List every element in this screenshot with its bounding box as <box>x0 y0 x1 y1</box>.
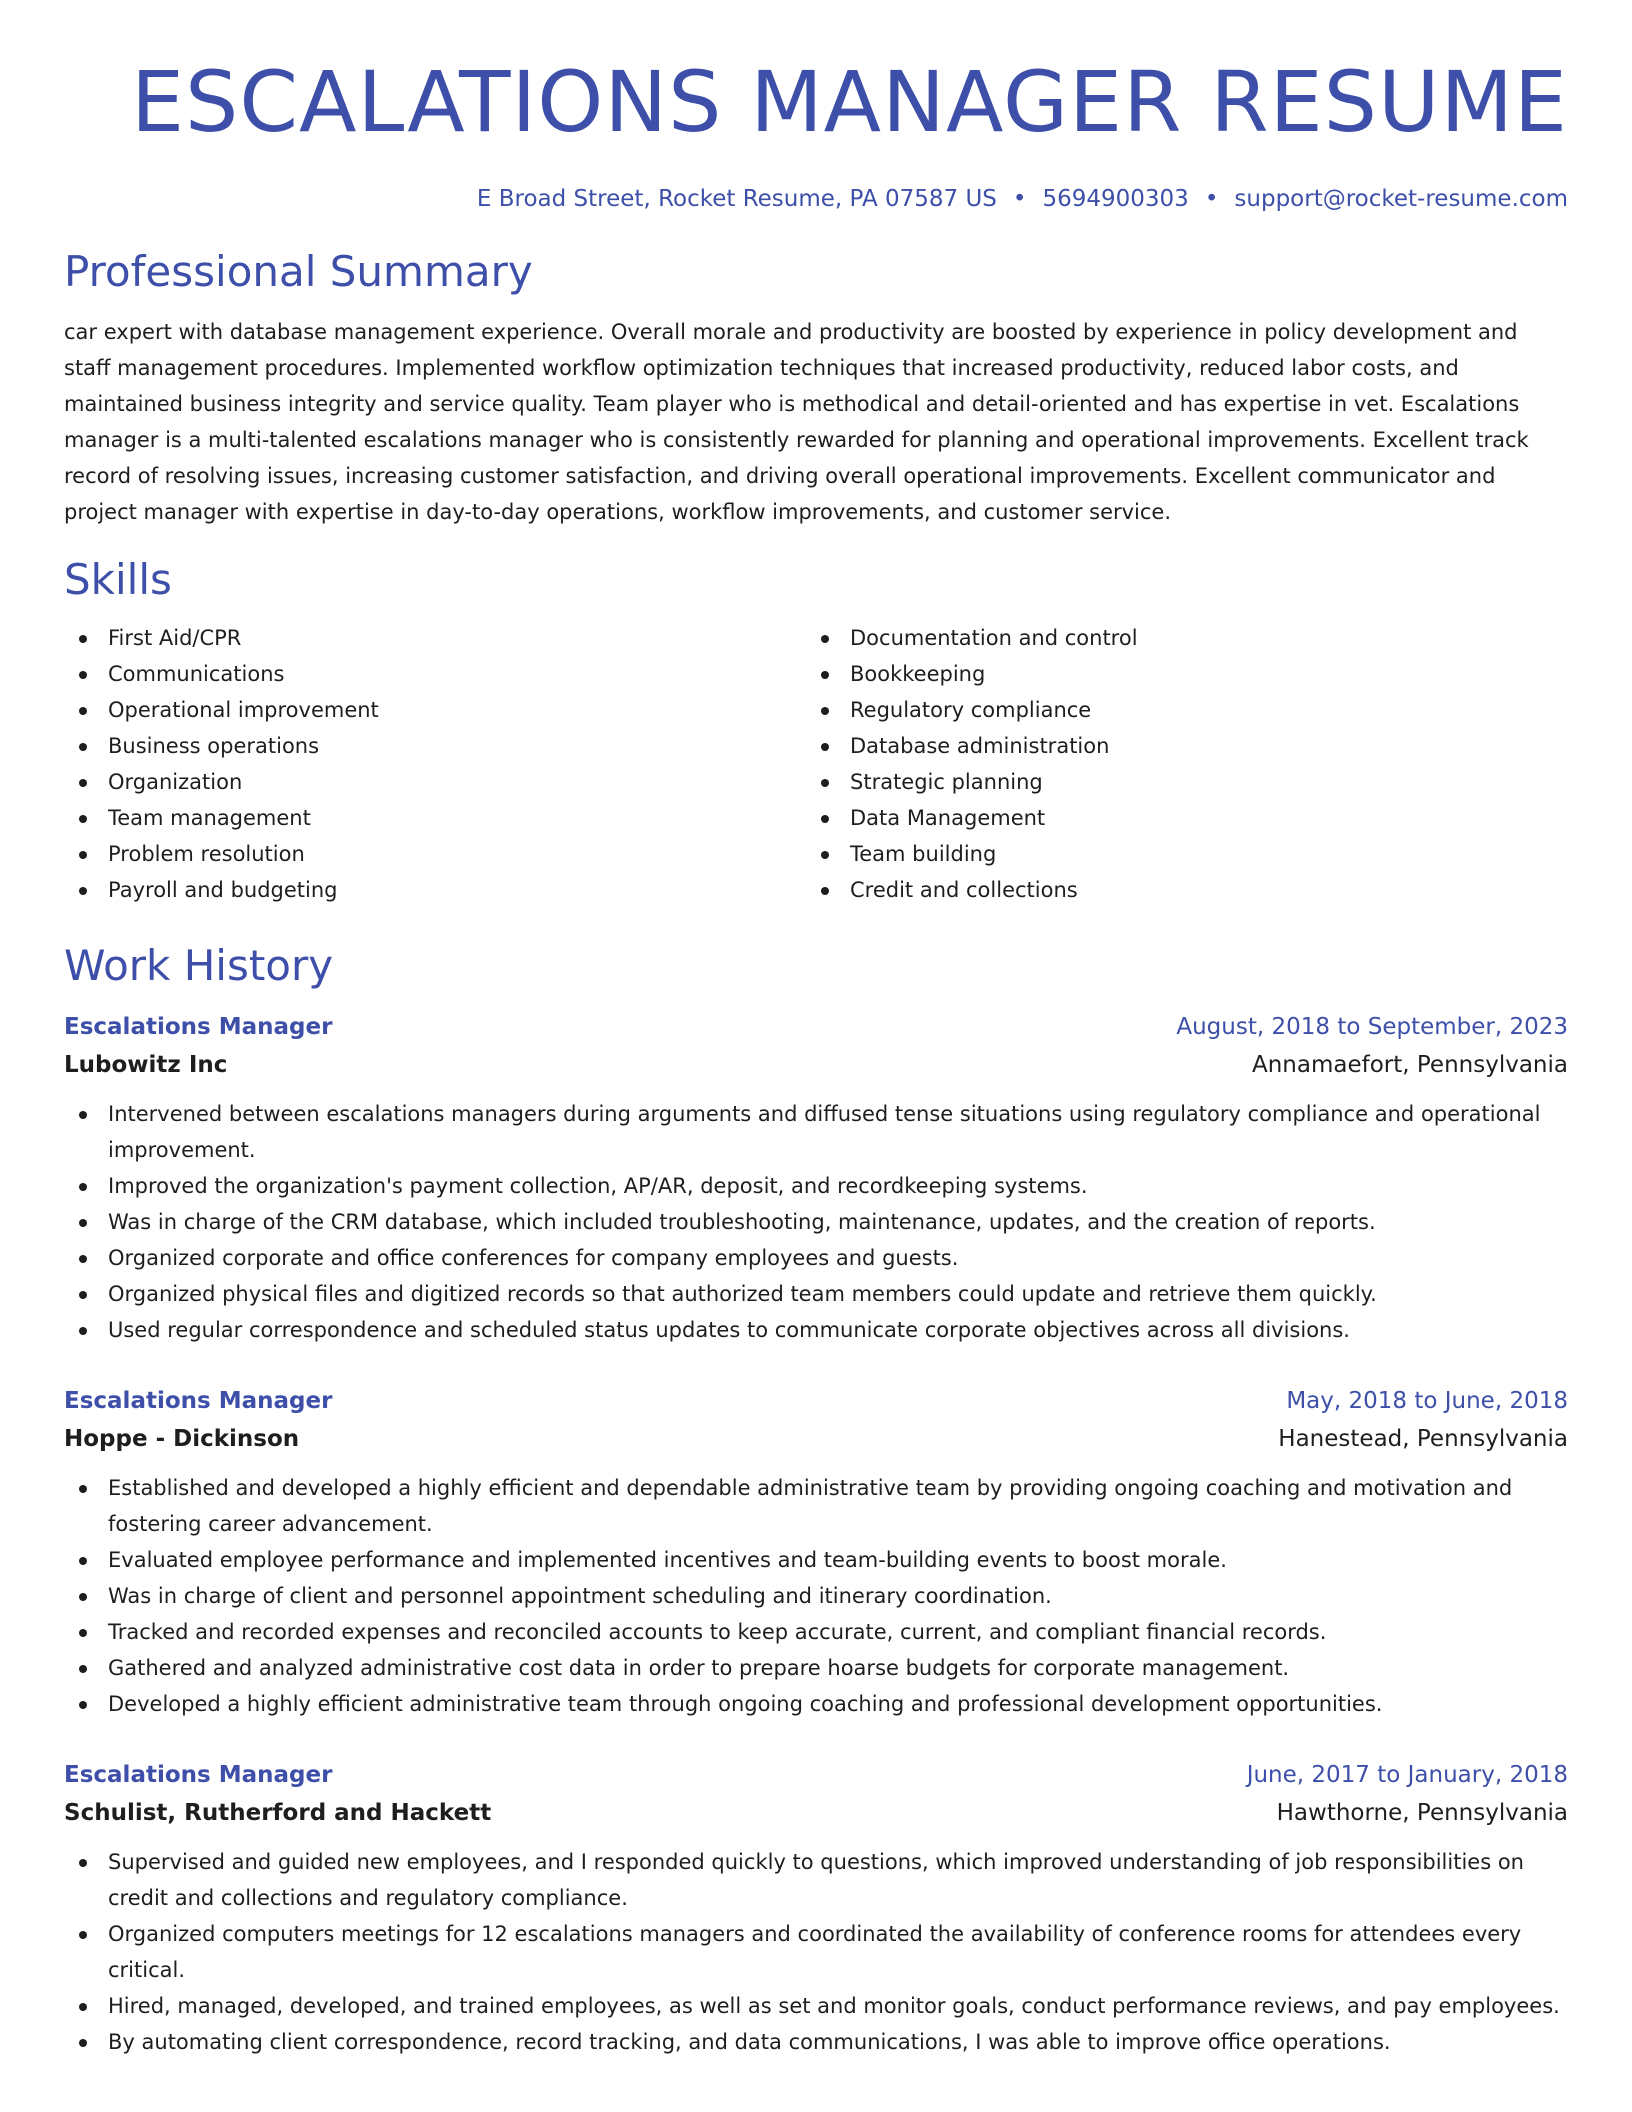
job-location: Hawthorne, Pennsylvania <box>1276 1800 1568 1826</box>
skill-item: Payroll and budgeting <box>64 872 806 908</box>
skill-item: Operational improvement <box>64 692 806 728</box>
job-dates: May, 2018 to June, 2018 <box>1286 1388 1568 1414</box>
job-bullet: Established and developed a highly efficient and dependable administrative team by providing ongoing coaching and motivation and fostering career advancement. <box>64 1470 1568 1542</box>
job-bullet: Evaluated employee performance and implemented incentives and team-building events to boost morale. <box>64 1542 1568 1578</box>
job-entry <box>64 1008 1568 1348</box>
contact-address: E Broad Street, Rocket Resume, PA 07587 US <box>476 186 997 212</box>
skill-item: First Aid/CPR <box>64 620 806 656</box>
skill-item: Documentation and control <box>806 620 1548 656</box>
summary-heading: Professional Summary <box>64 247 533 296</box>
job-company-row <box>64 1420 1568 1458</box>
job-entry <box>64 1382 1568 1722</box>
job-location: Hanestead, Pennsylvania <box>1278 1426 1568 1452</box>
contact-line <box>64 184 1568 214</box>
job-bullet: Supervised and guided new employees, and I responded quickly to questions, which improved understanding of job responsibilities on credit and collections and regulatory compliance. <box>64 1844 1568 1916</box>
job-dates: August, 2018 to September, 2023 <box>1176 1014 1568 1040</box>
job-bullet: By automating client correspondence, record tracking, and data communications, I was able to improve office operations. <box>64 2024 1568 2060</box>
job-bullets <box>64 1096 1568 1348</box>
work-history-heading: Work History <box>64 941 334 990</box>
resume-title: ESCALATIONS MANAGER RESUME <box>130 53 1568 151</box>
skill-item: Organization <box>64 764 806 800</box>
job-bullet: Used regular correspondence and scheduled status updates to communicate corporate objectives across all divisions. <box>64 1312 1568 1348</box>
job-bullets <box>64 1844 1568 2060</box>
job-company-row <box>64 1046 1568 1084</box>
job-bullet: Organized physical files and digitized records so that authorized team members could update and retrieve them quickly. <box>64 1276 1568 1312</box>
job-bullet: Developed a highly efficient administrative team through ongoing coaching and professional development opportunities. <box>64 1686 1568 1722</box>
job-title: Escalations Manager <box>64 1388 333 1414</box>
job-title: Escalations Manager <box>64 1762 333 1788</box>
contact-separator: • <box>1012 186 1027 212</box>
job-bullet: Hired, managed, developed, and trained employees, as well as set and monitor goals, conduct performance reviews, and pay employees. <box>64 1988 1568 2024</box>
skills-heading: Skills <box>64 555 172 604</box>
job-bullet: Improved the organization's payment collection, AP/AR, deposit, and recordkeeping systems. <box>64 1168 1568 1204</box>
job-company-row <box>64 1794 1568 1832</box>
skill-item: Credit and collections <box>806 872 1548 908</box>
skills-column-left <box>64 620 806 908</box>
summary-text: car expert with database management experience. Overall morale and productivity are boosted by experience in policy development and staff management procedures. Implemented workflow optimization techniques that increased productivity, reduced labor costs, and maintained business integrity and service quality. Team player who is methodical and detail-oriented and has expertise in vet. Escalations manager is a multi-talented escalations manager who is consistently rewarded for planning and operational improvements. Excellent track record of resolving issues, increasing customer satisfaction, and driving overall operational improvements. Excellent communicator and project manager with expertise in day-to-day operations, workflow improvements, and customer service. <box>64 320 1529 524</box>
skill-item: Strategic planning <box>806 764 1548 800</box>
job-bullet: Gathered and analyzed administrative cost data in order to prepare hoarse budgets for corporate management. <box>64 1650 1568 1686</box>
contact-phone: 5694900303 <box>1042 186 1189 212</box>
job-company: Lubowitz Inc <box>64 1052 228 1078</box>
job-title-row <box>64 1382 1568 1420</box>
skill-item: Communications <box>64 656 806 692</box>
skills-column-right <box>806 620 1548 908</box>
skill-item: Business operations <box>64 728 806 764</box>
job-dates: June, 2017 to January, 2018 <box>1246 1762 1568 1788</box>
contact-email[interactable]: support@rocket-resume.com <box>1234 186 1568 212</box>
job-bullet: Organized computers meetings for 12 escalations managers and coordinated the availability of conference rooms for attendees every critical. <box>64 1916 1568 1988</box>
job-bullet: Was in charge of client and personnel appointment scheduling and itinerary coordination. <box>64 1578 1568 1614</box>
job-company: Schulist, Rutherford and Hackett <box>64 1800 492 1826</box>
skill-item: Team management <box>64 800 806 836</box>
job-bullet: Tracked and recorded expenses and reconciled accounts to keep accurate, current, and compliant financial records. <box>64 1614 1568 1650</box>
job-location: Annamaefort, Pennsylvania <box>1251 1052 1568 1078</box>
skills-list <box>64 620 1568 908</box>
job-title-row <box>64 1756 1568 1794</box>
job-entry <box>64 1756 1568 2060</box>
job-bullet: Intervened between escalations managers during arguments and diffused tense situations using regulatory compliance and operational improvement. <box>64 1096 1568 1168</box>
skill-item: Problem resolution <box>64 836 806 872</box>
skill-item: Bookkeeping <box>806 656 1548 692</box>
job-bullet: Organized corporate and office conferences for company employees and guests. <box>64 1240 1568 1276</box>
job-title: Escalations Manager <box>64 1014 333 1040</box>
job-title-row <box>64 1008 1568 1046</box>
skill-item: Database administration <box>806 728 1548 764</box>
skill-item: Team building <box>806 836 1548 872</box>
job-company: Hoppe - Dickinson <box>64 1426 300 1452</box>
job-bullet: Was in charge of the CRM database, which included troubleshooting, maintenance, updates, and the creation of reports. <box>64 1204 1568 1240</box>
job-bullets <box>64 1470 1568 1722</box>
contact-separator: • <box>1204 186 1219 212</box>
skill-item: Regulatory compliance <box>806 692 1548 728</box>
skill-item: Data Management <box>806 800 1548 836</box>
